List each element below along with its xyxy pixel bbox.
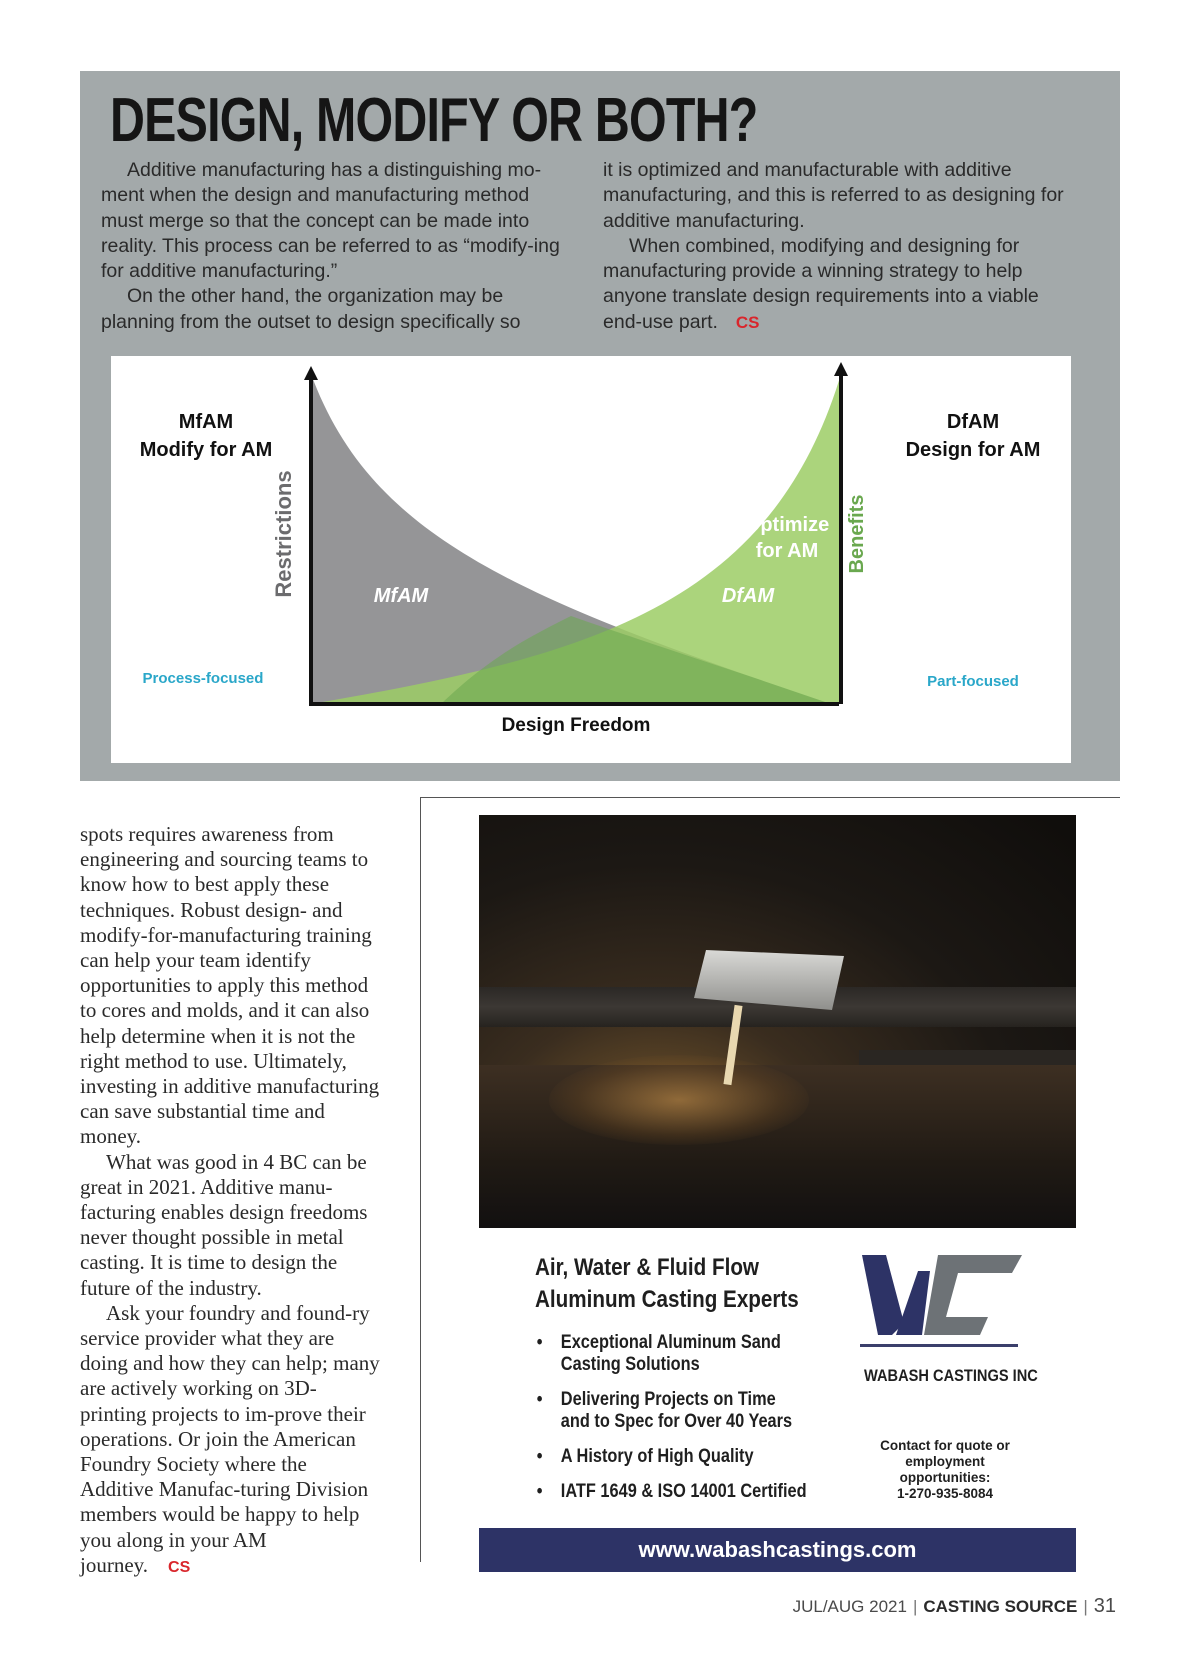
- article-paragraph-text: Ask your foundry and found-ry service provider what they are doing and how they can help; many are actively working on 3D-printing projects to im-prove their operations. Or join the American Foundry Society where the Additive Manufac-turing Division members would be happy to help you along in your AM journey.: [80, 1300, 380, 1577]
- ad-bullet-text: Exceptional Aluminum Sand Casting Solutions: [560, 1332, 781, 1375]
- sidebar-paragraph: On the other hand, the organization may be planning from the outset to design specifically so: [101, 285, 521, 333]
- am-diagram: [111, 356, 1071, 763]
- sidebar-right-column: [603, 158, 1065, 335]
- y-axis-right-label: Benefits: [846, 494, 868, 574]
- ad-url-link[interactable]: www.wabashcastings.com: [479, 1528, 1076, 1572]
- ad-bullet-item: [535, 1332, 807, 1376]
- region-right-label: DfAM: [721, 585, 775, 607]
- end-mark: CS: [168, 1558, 191, 1576]
- ad-bullet-item: [535, 1446, 807, 1468]
- ad-frame-left-rule: [420, 797, 421, 1562]
- contact-line: opportunities:: [899, 1470, 991, 1485]
- contact-line: Contact for quote or: [880, 1438, 1010, 1453]
- y-axis-left-label: Restrictions: [271, 470, 296, 598]
- process-focused-label: Process-focused: [142, 670, 264, 687]
- y-axis-right-arrow: [834, 362, 848, 376]
- ad-headline-line-1: Air, Water & Fluid Flow: [535, 1254, 759, 1281]
- ad-frame-top-rule: [420, 797, 1120, 798]
- issue-date: JUL/AUG 2021: [792, 1597, 907, 1616]
- article-paragraph: What was good in 4 BC can be great in 2021. Additive manu-facturing enables design freedoms never thought possible in metal casting. It is time to design the future of the industry.: [80, 1149, 368, 1300]
- article-paragraph: [80, 1301, 380, 1580]
- right-title-2: Design for AM: [905, 439, 1041, 461]
- page-footer: [793, 1595, 1116, 1618]
- ad-bullet-text: IATF 1649 & ISO 14001 Certified: [560, 1481, 807, 1502]
- ad-contact-block: [870, 1438, 1020, 1502]
- sidebar-paragraph: it is optimized and manufacturable with additive manufacturing, and this is referred to as designing for additive manufacturing.: [603, 159, 1064, 232]
- ad-headline-line-2: Aluminum Casting Experts: [535, 1286, 799, 1313]
- ad-bullet-text: A History of High Quality: [560, 1446, 754, 1467]
- ad-bullet-item: [535, 1389, 807, 1433]
- footer-separator: |: [912, 1597, 918, 1616]
- end-mark: CS: [735, 312, 760, 332]
- sidebar-paragraph: Additive manufacturing has a distinguishing mo-ment when the design and manufacturing method must merge so that the concept can be made into reality. This process can be referred to as “modify-ing for additive manufacturing.”: [101, 159, 560, 283]
- bullet-icon: •: [536, 1389, 543, 1410]
- ad-foundry-photo: [479, 815, 1076, 1228]
- sidebar-left-column: [101, 158, 563, 335]
- article-paragraph: spots requires awareness from engineering and sourcing teams to know how to best apply these techniques. Robust design- and modify-for-manufacturing training can help your team identify opportunities to apply this method to cores and molds, and it can also help determine when it is not the right method to use. Ultimately, investing in additive manufacturing can save substantial time and money.: [80, 822, 380, 1149]
- page-number: 31: [1093, 1595, 1116, 1617]
- sidebar-paragraph: [603, 234, 1065, 335]
- bullet-icon: •: [536, 1446, 543, 1467]
- am-diagram-svg: [111, 356, 1071, 763]
- wabash-logo-icon: [862, 1253, 1022, 1337]
- part-focused-label: Part-focused: [927, 673, 1019, 690]
- sidebar-paragraph-text: When combined, modifying and designing for manufacturing provide a winning strategy to help anyone translate design requirements into a viable end-use part.: [603, 234, 1039, 333]
- contact-line: employment: [905, 1454, 985, 1469]
- contact-phone: 1-270-935-8084: [896, 1486, 994, 1501]
- logo-divider: [860, 1344, 1018, 1347]
- left-title-1: MfAM: [178, 411, 234, 433]
- region-left-label: MfAM: [373, 585, 429, 607]
- optimize-label-1: Optimize: [744, 514, 830, 536]
- optimize-label-2: for AM: [755, 540, 819, 562]
- y-axis-left-arrow: [304, 366, 318, 380]
- ad-bullet-text: Delivering Projects on Time and to Spec for Over 40 Years: [560, 1389, 793, 1432]
- ad-bullet-list: [535, 1332, 807, 1516]
- footer-separator: |: [1083, 1597, 1088, 1616]
- left-title-2: Modify for AM: [139, 439, 273, 461]
- ad-bullet-item: [535, 1481, 807, 1503]
- company-name: WABASH CASTINGS INC: [864, 1366, 1038, 1385]
- right-title-1: DfAM: [946, 411, 1000, 433]
- photo-molten-glow: [549, 1055, 809, 1145]
- publication-name: CASTING SOURCE: [923, 1597, 1078, 1616]
- article-column: [80, 822, 380, 1580]
- ad-headline: [535, 1252, 799, 1316]
- bullet-icon: •: [536, 1332, 543, 1353]
- x-axis-label: Design Freedom: [501, 715, 651, 736]
- sidebar-box: [80, 71, 1120, 781]
- bullet-icon: •: [536, 1481, 543, 1502]
- sidebar-title: DESIGN, MODIFY OR BOTH?: [110, 86, 758, 155]
